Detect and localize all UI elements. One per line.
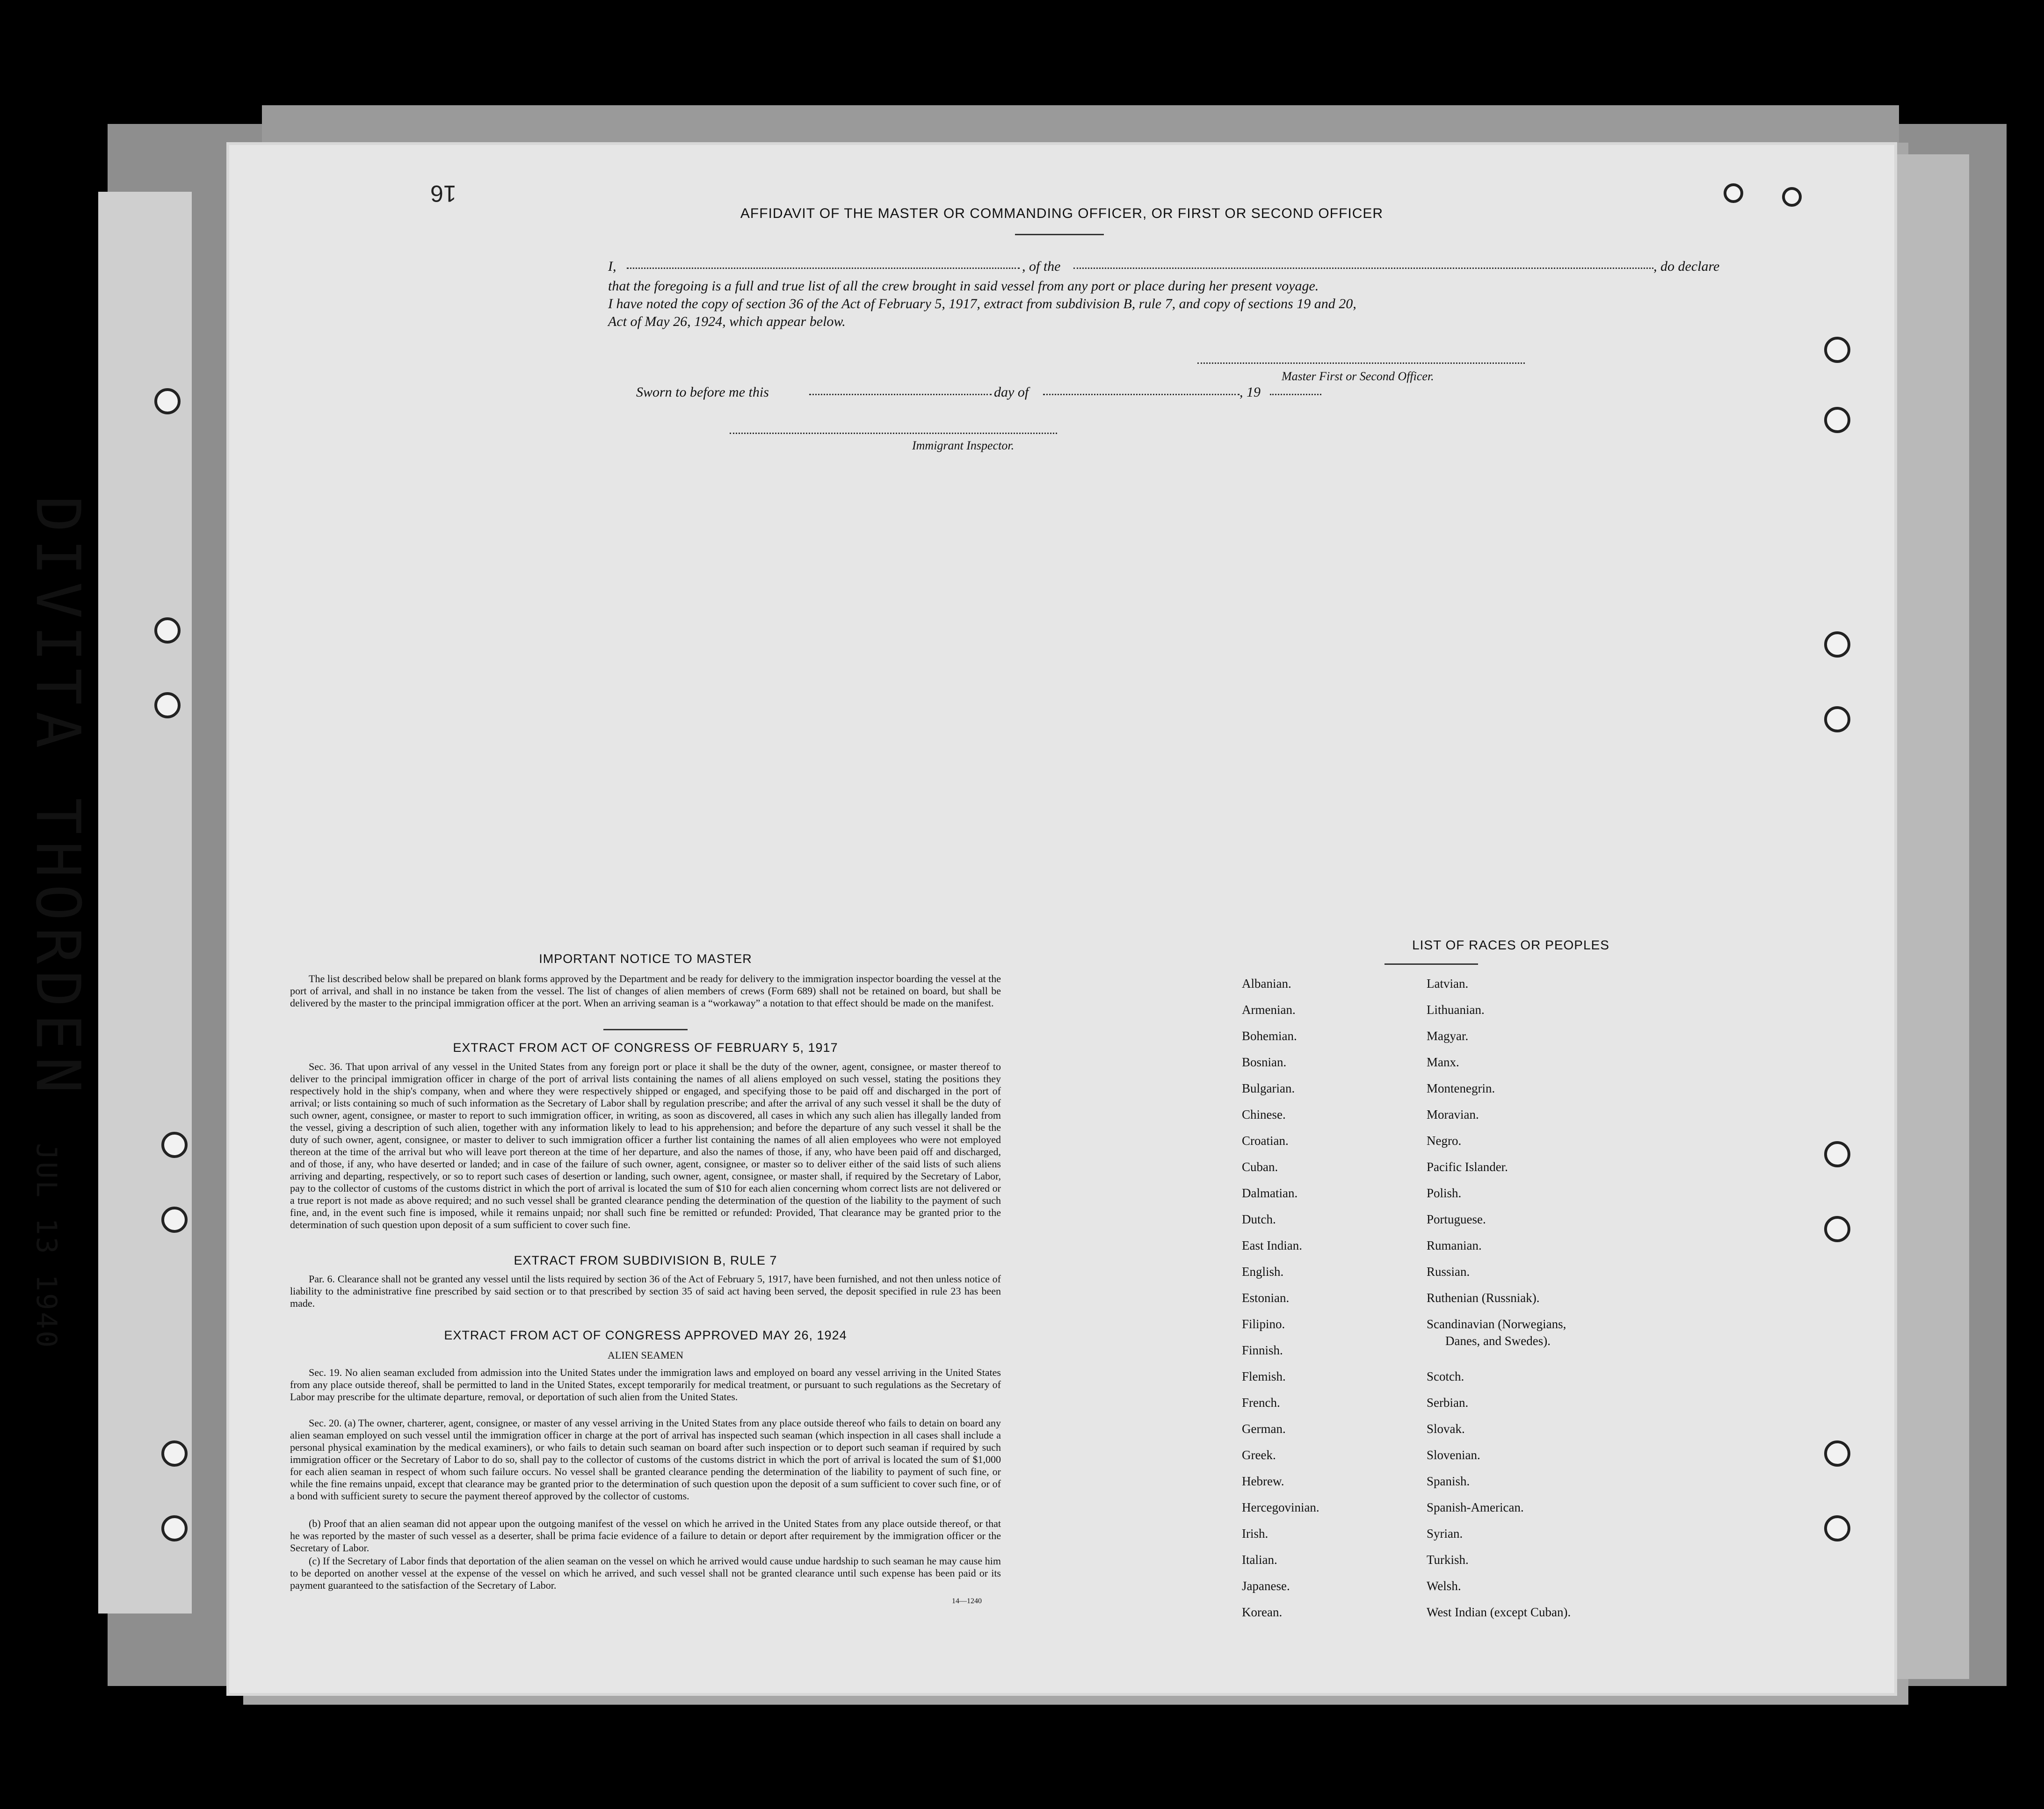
race-item: Welsh. xyxy=(1427,1579,1461,1593)
extract-1917-title: EXTRACT FROM ACT OF CONGRESS OF FEBRUARY 5, 1917 xyxy=(453,1041,838,1055)
race-item: Ruthenian (Russniak). xyxy=(1427,1291,1540,1305)
stamp-name: DIVITA THORDEN xyxy=(22,496,94,1100)
race-item: East Indian. xyxy=(1242,1238,1302,1252)
crew-manifest-reverse-page xyxy=(229,145,1894,1693)
form-number: 14—1240 xyxy=(952,1597,982,1605)
race-item: Syrian. xyxy=(1427,1527,1463,1541)
vessel-stamp xyxy=(22,496,94,1349)
race-item: Slovenian. xyxy=(1427,1448,1480,1462)
races-title: LIST OF RACES OR PEOPLES xyxy=(1412,938,1609,952)
punch-hole xyxy=(1824,1440,1850,1467)
punch-hole xyxy=(1824,337,1850,363)
race-item: Manx. xyxy=(1427,1055,1459,1069)
day-of-label: day of xyxy=(994,384,1029,400)
punch-hole xyxy=(154,692,181,718)
race-item: Spanish. xyxy=(1427,1474,1470,1488)
race-item: Danes, and Swedes). xyxy=(1445,1334,1551,1348)
punch-hole xyxy=(1724,183,1743,203)
punch-hole xyxy=(154,617,181,644)
races-left-column xyxy=(1242,977,1319,1631)
race-item: Croatian. xyxy=(1242,1134,1289,1148)
punch-hole xyxy=(1824,706,1850,732)
extract-1924-sec20b: (b) Proof that an alien seaman did not appear upon the outgoing manifest of the vessel on which he arrived in the United States from any place outside thereof, or that he was reported by the master of such vessel as a deserter, shall be prima facie evidence of a failure to detain or deport after requirement by the immigration officer or the Secretary of Labor. xyxy=(290,1518,1001,1554)
punch-hole xyxy=(154,388,181,414)
race-item: Moravian. xyxy=(1427,1107,1479,1122)
affidavit-of-the-label: , of the xyxy=(1022,259,1061,274)
stamp-date: JUL 13 1940 xyxy=(30,1143,63,1350)
race-item: Albanian. xyxy=(1242,977,1291,991)
divider xyxy=(603,1029,688,1030)
race-item: Russian. xyxy=(1427,1265,1470,1279)
race-item: Estonian. xyxy=(1242,1291,1290,1305)
race-item: Slovak. xyxy=(1427,1422,1465,1436)
punch-hole xyxy=(1782,187,1802,207)
affidavit-title: AFFIDAVIT OF THE MASTER OR COMMANDING OFFICER, OR FIRST OR SECOND OFFICER xyxy=(740,206,1384,221)
race-item: French. xyxy=(1242,1396,1280,1410)
punch-hole xyxy=(161,1440,188,1467)
sworn-year-line xyxy=(1270,394,1321,395)
race-item: Chinese. xyxy=(1242,1107,1286,1122)
punch-hole xyxy=(1824,1216,1850,1242)
race-item: German. xyxy=(1242,1422,1286,1436)
race-item: Rumanian. xyxy=(1427,1238,1482,1252)
master-signature-label: Master First or Second Officer. xyxy=(1282,369,1434,383)
race-item: Armenian. xyxy=(1242,1003,1296,1017)
notice-title: IMPORTANT NOTICE TO MASTER xyxy=(539,952,752,966)
punch-hole xyxy=(1824,631,1850,658)
race-item: Filipino. xyxy=(1242,1317,1285,1331)
race-item: Lithuanian. xyxy=(1427,1003,1485,1017)
punch-hole xyxy=(1824,407,1850,433)
punch-hole xyxy=(161,1515,188,1541)
race-item: Finnish. xyxy=(1242,1343,1283,1357)
race-item: Dutch. xyxy=(1242,1212,1276,1226)
affidavit-line-2: I have noted the copy of section 36 of the Act of February 5, 1917, extract from subdivision B, rule 7, and copy of sections 19 and 20, xyxy=(608,296,1356,311)
subdivision-title: EXTRACT FROM SUBDIVISION B, RULE 7 xyxy=(514,1253,777,1267)
extract-1924-title: EXTRACT FROM ACT OF CONGRESS APPROVED MAY 26, 1924 xyxy=(444,1328,847,1342)
notice-body: The list described below shall be prepared on blank forms approved by the Department and be ready for delivery to the immigration inspector boarding the vessel at the port of arrival, and shall in no instance be taken from the vessel. The list of changes of alien members of crews (Form 689) shall not be retained on board, but shall be delivered by the master to the principal immigration officer at the port. When an arriving seaman is a “workaway” a notation to that effect should be made on the manifest. xyxy=(290,973,1001,1009)
race-item: Irish. xyxy=(1242,1527,1268,1541)
race-item: Scandinavian (Norwegians, xyxy=(1427,1317,1566,1331)
master-name-line xyxy=(627,268,1020,269)
punch-hole xyxy=(1824,1515,1850,1541)
punch-hole xyxy=(1824,1141,1850,1167)
sworn-day-line xyxy=(809,394,992,395)
race-item: Dalmatian. xyxy=(1242,1186,1298,1200)
race-item: Pacific Islander. xyxy=(1427,1160,1508,1174)
subdivision-body: Par. 6. Clearance shall not be granted any vessel until the lists required by section 36 of the Act of February 5, 1917, have been furnished, and not then unless notice of liability to the administrative fine prescribed by said section or to that prescribed by section 35 of said act having been served, the deposit specified in rule 23 has been made. xyxy=(290,1273,1001,1309)
race-item: Bulgarian. xyxy=(1242,1081,1295,1095)
inspector-signature-label: Immigrant Inspector. xyxy=(912,439,1015,452)
race-item: Serbian. xyxy=(1427,1396,1469,1410)
race-item: Magyar. xyxy=(1427,1029,1469,1043)
race-item: Portuguese. xyxy=(1427,1212,1486,1226)
race-item: Korean. xyxy=(1242,1605,1283,1619)
affidavit-line-1: that the foregoing is a full and true list of all the crew brought in said vessel from any port or place during her present voyage. xyxy=(608,278,1319,294)
punch-hole xyxy=(161,1132,188,1158)
divider xyxy=(1015,234,1104,235)
alien-seamen-subtitle: ALIEN SEAMEN xyxy=(608,1349,683,1361)
race-item: Bosnian. xyxy=(1242,1055,1287,1069)
affidavit-i-label: I, xyxy=(608,259,616,274)
race-item: Hercegovinian. xyxy=(1242,1500,1319,1514)
race-item: Turkish. xyxy=(1427,1553,1469,1567)
extract-1917-body: Sec. 36. That upon arrival of any vessel in the United States from any foreign port or place it shall be the duty of the owner, agent, consignee, or master thereof to deliver to the principal immigration officer in charge of the port of arrival lists containing the names of all aliens employed on such vessel, stating the positions they respectively hold in the ship's company, when and where they were respectively shipped or engaged, and specifying those to be paid off and discharged in the port of arrival; or lists containing so much of such information as the Secretary of Labor shall by regulation prescribe; and after the arrival of any such vessel it shall be the duty of such owner, agent, consignee, or master to report to such immigration officer, in writing, as soon as discovered, all cases in which any such alien has illegally landed from the vessel, giving a description of such alien, together with any information likely to lead to his apprehension; and before the departure of any such vessel it shall be the duty of such owner, agent, consignee, or master to deliver to such immigration officer a further list containing the names of all alien employees who were not employed thereon at the time of the arrival but who will leave port thereon at the time of her departure, and also the names of those, if any, who have been paid off and discharged, and of those, if any, who have deserted or landed; and in case of the failure of such owner, agent, consignee, or master so to deliver either of the said lists of such aliens arriving and departing, respectively, or so to report such cases of desertion or landing, such owner, agent, consignee, or master shall, if required by the Secretary of Labor, pay to the collector of customs of the customs district in which the port of arrival is located the sum of $10 for each alien concerning whom correct lists are not delivered or a true report is not made as above required; and no such vessel shall be granted clearance pending the determination of the question of the liability to the payment of such fine, and, in the event such fine is imposed, while it remains unpaid; nor shall such fine be remitted or refunded: Provided, That clearance may be granted prior to the determination of such question upon deposit of a sum sufficient to cover such fine. xyxy=(290,1061,1001,1230)
race-item: Hebrew. xyxy=(1242,1474,1284,1488)
races-right-column xyxy=(1427,977,1571,1631)
race-item: Bohemian. xyxy=(1242,1029,1297,1043)
year-label: , 19 xyxy=(1239,384,1261,400)
race-item: Italian. xyxy=(1242,1553,1277,1567)
extract-1924-sec20a: Sec. 20. (a) The owner, charterer, agent, consignee, or master of any vessel arriving in the United States from any place outside thereof who fails to detain on board any alien seaman employed on such vessel until the immigration officer in charge at the port of arrival has inspected such seaman (which inspection in all cases shall include a personal physical examination by the medical examiners), or who fails to detain such seaman on board after such inspection or to deport such seaman if required by such immigration officer or the Secretary of Labor to do so, shall pay to the collector of customs of the customs district in which the port of arrival is located the sum of $1,000 for each alien seaman in respect of whom such failure occurs. No vessel shall be granted clearance pending the determination of the liability to payment of such fine, or while the fine remains unpaid, except that clearance may be granted prior to the determination of such question upon the deposit of a sum sufficient to cover such fine, or of a bond with sufficient surety to secure the payment thereof approved by the collector of customs. xyxy=(290,1417,1001,1502)
extract-1924-sec20c: (c) If the Secretary of Labor finds that deportation of the alien seaman on the vessel on which he arrived would cause undue hardship to such seaman he may cause him to be deported on another vessel at the expense of the vessel on which he arrived, and such vessel shall not be granted clearance until such expense has been paid or its payment guaranteed to the satisfaction of the Secretary of Labor. xyxy=(290,1555,1001,1591)
divider xyxy=(1384,963,1478,965)
page-number: 16 xyxy=(430,181,457,207)
affidavit-line-3: Act of May 26, 1924, which appear below. xyxy=(608,314,846,329)
punch-hole xyxy=(161,1207,188,1233)
race-item: Flemish. xyxy=(1242,1369,1286,1383)
race-item: Spanish-American. xyxy=(1427,1500,1524,1514)
race-item: Greek. xyxy=(1242,1448,1276,1462)
race-item: Japanese. xyxy=(1242,1579,1290,1593)
extract-1924-sec19: Sec. 19. No alien seaman excluded from admission into the United States under the immigration laws and employed on board any vessel arriving in the United States from any place outside thereof, shall be permitted to land in the United States, except temporarily for medical treatment, or pursuant to such regulations as the Secretary of Labor may prescribe for the ultimate departure, removal, or deportation of such alien from the United States. xyxy=(290,1367,1001,1403)
race-item: Latvian. xyxy=(1427,977,1469,991)
master-signature-line xyxy=(1197,362,1525,364)
sworn-label: Sworn to before me this xyxy=(636,384,769,400)
race-item: Scotch. xyxy=(1427,1369,1464,1383)
inspector-signature-line xyxy=(730,433,1057,434)
race-item: Negro. xyxy=(1427,1134,1462,1148)
vessel-name-line xyxy=(1073,268,1653,269)
race-item: English. xyxy=(1242,1265,1284,1279)
race-item: Polish. xyxy=(1427,1186,1462,1200)
sworn-month-line xyxy=(1043,394,1239,395)
race-item: Montenegrin. xyxy=(1427,1081,1495,1095)
race-item: Cuban. xyxy=(1242,1160,1278,1174)
race-item: West Indian (except Cuban). xyxy=(1427,1605,1571,1619)
affidavit-do-declare: , do declare xyxy=(1653,259,1720,274)
